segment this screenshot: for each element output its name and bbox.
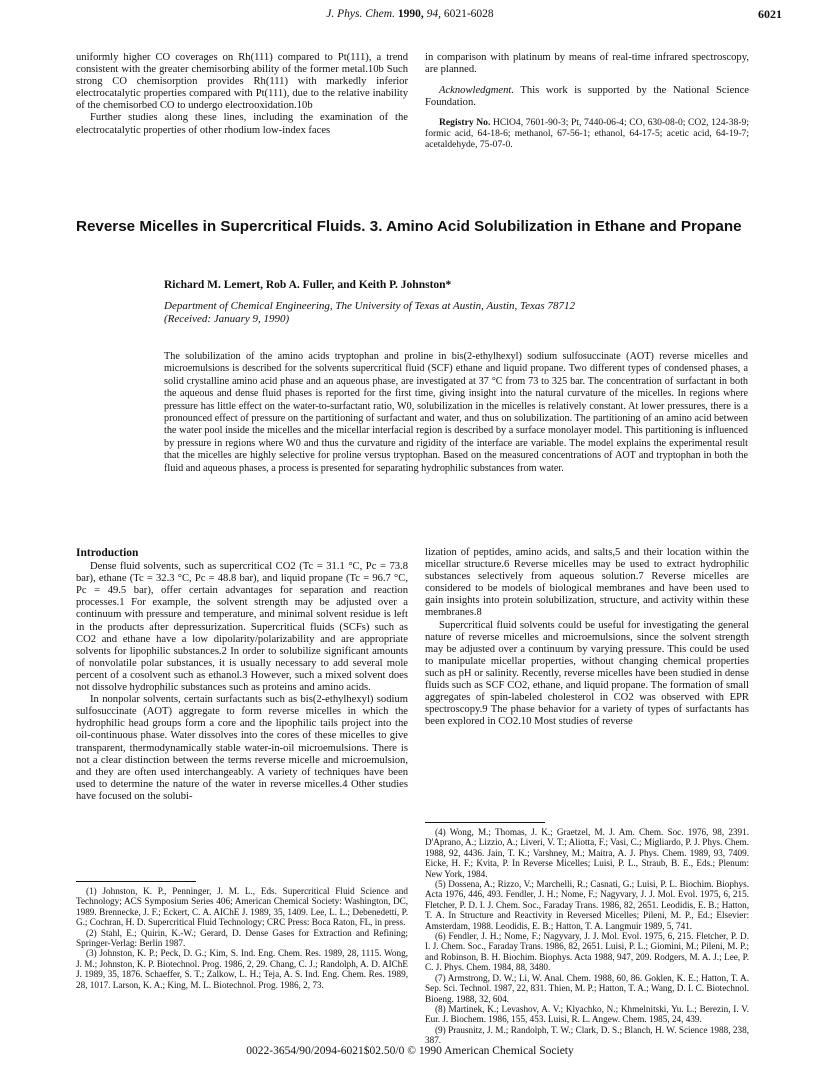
acknowledgment-text: This work is supported by the National Science Foundation. [425, 85, 749, 109]
prev-article-right [425, 52, 749, 150]
affiliation-text: Department of Chemical Engineering, The University of Texas at Austin, Austin, Texas 78712 [164, 300, 575, 312]
footnote-7: (7) Armstrong, D. W.; Li, W. Anal. Chem. 1988, 60, 86. Goklen, K. E.; Hatton, T. A. Sep. Sci. Technol. 1987, 22, 831. Thien, M. P.; Hatton, T. A.; Wang, D. I. C. Biotechnol. Bioeng. 1988, 32, 604. [425, 972, 749, 1004]
footnote-4: (4) Wong, M.; Thomas, J. K.; Graetzel, M. J. Am. Chem. Soc. 1976, 98, 2391. D'Aprano, A.; Lizzio, A.; Liveri, V. T.; Aliotta, F.; Vasi, C.; Migliardo, P. J. Phys. Chem. 1988, 92, 4436. Jain, T. K.; Varshney, M.; Maitra, A. J. Phys. Chem. 1989, 93, 7409. Eicke, H. F.; Kvita, P. In Reverse Micelles; Luisi, P. L., Straub, B. E., Eds.; Plenum: New York, 1984. [425, 827, 749, 879]
section-heading: Introduction [76, 547, 139, 559]
prev-article-left [76, 52, 408, 137]
footnotes-right [425, 827, 749, 1046]
acknowledgment [425, 85, 749, 109]
received-date: (Received: January 9, 1990) [164, 312, 290, 325]
article-title: Reverse Micelles in Supercritical Fluids. 3. Amino Acid Solubilization in Ethane and Propane [76, 218, 742, 235]
footnote-1: (1) Johnston, K. P., Penninger, J. M. L., Eds. Supercritical Fluid Science and Technology; ACS Symposium Series 406; American Chemical Society: Washington, DC, 1989. Brennecke, J. F.; Eckert, C. A. AIChE J. 1989, 35, 1409. Lee, L. L.; Debenedetti, P. G.; Cochran, H. D. Supercritical Fluid Technology; CRC Press: Boca Raton, FL, in press. [76, 886, 408, 928]
footnote-rule-left [76, 881, 196, 882]
right-paragraph-2: Supercritical fluid solvents could be useful for investigating the general nature of reverse micelles and microemulsions, since the solvent strength may be adjusted over a continuum by varying pressure. This could be used to manipulate micellar properties, without changing chemical properties such as pH or salinity. Recently, reverse micelles have been studied in dense fluids such as SCF CO2, ethane, and liquid propane. The formation of small aggregates of spin-labeled cholesterol in CO2 was observed with EPR spectroscopy.9 The phase behavior for a variety of types of surfactants has been explored in CO2.10 Most studies of reverse [425, 619, 749, 728]
article-affiliation [164, 300, 575, 325]
body-right-column [425, 547, 749, 728]
prev-article-continued: in comparison with platinum by means of real-time infrared spectroscopy, are planned. [425, 52, 749, 76]
acknowledgment-label: Acknowledgment. [439, 85, 515, 97]
footnote-8: (8) Martinek, K.; Levashov, A. V.; Klyachko, N.; Khmelnitski, Yu. L.; Berezin, I. V. Eur. J. Biochem. 1986, 155, 453. Luisi, R. L. Angew. Chem. 1985, 24, 439. [425, 1003, 749, 1025]
footnotes-left [76, 886, 408, 990]
registry-label: Registry No. [439, 117, 491, 129]
intro-paragraph-2: In nonpolar solvents, certain surfactants such as bis(2-ethylhexyl) sodium sulfosuccinate (AOT) aggregate to form reverse micelles in which the hydrophilic head groups form a core and the lipophilic tails project into the oil-continuous phase. Water dissolves into the cores of these micelles to give transparent, thermodynamically stable water-in-oil microemulsions. There is not a clear distinction between the terms reverse micelle and microemulsion, and they are often used interchangeably. A variety of techniques have been used to determine the nature of the water in reverse micelles.4 Other studies have focused on the solubi- [76, 694, 408, 802]
journal-year: 1990, [397, 8, 424, 20]
registry-text: HClO4, 7601-90-3; Pt, 7440-06-4; CO, 630-08-0; CO2, 124-38-9; formic acid, 64-18-6; methanol, 67-56-1; ethanol, 64-17-5; acetic acid, 64-19-7; acetaldehyde, 75-07-0. [425, 117, 749, 151]
footnote-2: (2) Stahl, E.; Quirin, K.-W.; Gerard, D. Dense Gases for Extraction and Refining; Springer-Verlag: Berlin 1987. [76, 927, 408, 949]
registry-numbers [425, 117, 749, 150]
running-header [0, 8, 820, 20]
footnote-9: (9) Prausnitz, J. M.; Randolph, T. W.; Clark, D. S.; Blanch, H. W. Science 1988, 238, 387. [425, 1024, 749, 1046]
prev-article-para2: Further studies along these lines, including the examination of the electrocatalytic properties of other rhodium low-index faces [76, 112, 408, 136]
prev-article-text: uniformly higher CO coverages on Rh(111) compared to Pt(111), a trend consistent with the greater chemisorbing ability of the former metal.10b Such strong CO chemisorption provides Rh(111) with markedly inferior electrocatalytic properties compared with Pt(111), due to the relative inability of the chemisorbed CO to undergo electrooxidation.10b [76, 52, 408, 112]
copyright-footer: 0022-3654/90/2094-6021$02.50/0 © 1990 American Chemical Society [246, 1045, 574, 1057]
journal-name: J. Phys. Chem. [326, 8, 395, 20]
page-number: 6021 [758, 7, 782, 21]
footnote-5: (5) Dossena, A.; Rizzo, V.; Marchelli, R.; Casnati, G.; Luisi, P. L. Biochim. Biophys. Acta 1976, 446, 493. Fendler, J. H.; Nome, F.; Nagyvary, J. J. Mol. Evol. 1975, 6, 215. Fletcher, P. D. I. J. Chem. Soc., Faraday Trans. 1986, 82, 2651. Leodidis, E. B.; Hatton, T. A. In Structure and Reactivity in Reversed Micelles; Pileni, M. P., Ed.; Elsevier: Amsterdam, 1988. Leodidis, E. B.; Hatton, T. A. Langmuir 1989, 5, 741. [425, 879, 749, 931]
body-left-column [76, 547, 408, 803]
journal-volume: 94, [426, 8, 441, 20]
article-abstract: The solubilization of the amino acids tryptophan and proline in bis(2-ethylhexyl) sodium sulfosuccinate (AOT) reverse micelles and microemulsions is described for the solvents supercritical fluid (SCF) ethane and liquid propane. Two different types of condensed phases, a solid crystalline amino acid phase and an aqueous phase, are investigated at 37 °C from 73 to 325 bar. The concentration of surfactant in both the aqueous and dense fluid phases is reported for the first time, giving insight into the natural curvature of the micelles. In regions where pressure has little effect on the water-to-surfactant ratio, W0, solubilization in the micelles is relatively constant. At lower pressures, there is a pronounced effect of pressure on the partitioning of surfactant and water, and thus on solubilization. The partitioning of an amino acid between the water pool inside the micelles and the micellar interfacial region is described by a surface monolayer model. This partitioning is influenced by pressure in regions where W0 and thus the curvature and rigidity of the interface are variable. The model explains the experimental result that the micelles are highly selective for proline versus tryptophan. Based on the measured concentrations of AOT and tryptophan in both the fluid and aqueous phases, a process is presented for separating hydrophilic substances from water. [164, 351, 748, 474]
right-paragraph-1: lization of peptides, amino acids, and salts,5 and their location within the micellar structure.6 Reverse micelles may be used to extract hydrophilic substances selectively from aqueous solution.7 Reverse micelles are considered to be models of biological membranes and have been used to gain insights into protein solubilization, structure, and activity within these membranes.8 [425, 547, 749, 619]
footnote-6: (6) Fendler, J. H.; Nome, F.; Nagyvary, J. J. Mol. Evol. 1975, 6, 215. Fletcher, P. D. I. J. Chem. Soc., Faraday Trans. 1986, 82, 2651. Luisi, P. L.; Giomini, M.; Pileni, M. P.; and Robinson, B. H. Biochim. Biophys. Acta 1988, 947, 209. Rodgers, M. A. J.; Lee, P. C. J. Phys. Chem. 1984, 88, 3480. [425, 931, 749, 973]
article-authors: Richard M. Lemert, Rob A. Fuller, and Keith P. Johnston* [164, 279, 452, 291]
intro-paragraph-1: Dense fluid solvents, such as supercritical CO2 (Tc = 31.1 °C, Pc = 73.8 bar), ethane (Tc = 32.3 °C, Pc = 48.8 bar), and liquid propane (Tc = 96.7 °C, Pc = 49.5 bar), offer certain advantages for separation and reaction processes.1 For example, the solvent strength may be adjusted over a continuum with pressure and temperature, and minimal solvent residue is left in the products after depressurization. Supercritical fluids (SCFs) such as CO2 and ethane have a low dipolarity/polarizability and are appropriate solvents for lipophilic substances.2 In order to solubilize significant amounts of nonvolatile polar substances, it is usually necessary to add several mole percent of a cosolvent such as ethanol.3 However, such a mixed solvent does not dissolve hydrophilic substances such as proteins and amino acids. [76, 561, 408, 694]
footnote-3: (3) Johnston, K. P.; Peck, D. G.; Kim, S. Ind. Eng. Chem. Res. 1989, 28, 1115. Wong, J. M.; Johnston, K. P. Biotechnol. Prog. 1986, 2, 29. Chang, C. J.; Randolph, A. D. AIChE J. 1989, 35, 1876. Schaeffer, S. T.; Zalkow, L. H.; Teja, A. S. Ind. Eng. Chem. Res. 1989, 28, 1017. Larson, K. A.; King, M. L. Biotechnol. Prog. 1986, 2, 73. [76, 948, 408, 990]
page-range: 6021-6028 [443, 8, 494, 20]
footnote-rule-right [425, 822, 545, 823]
